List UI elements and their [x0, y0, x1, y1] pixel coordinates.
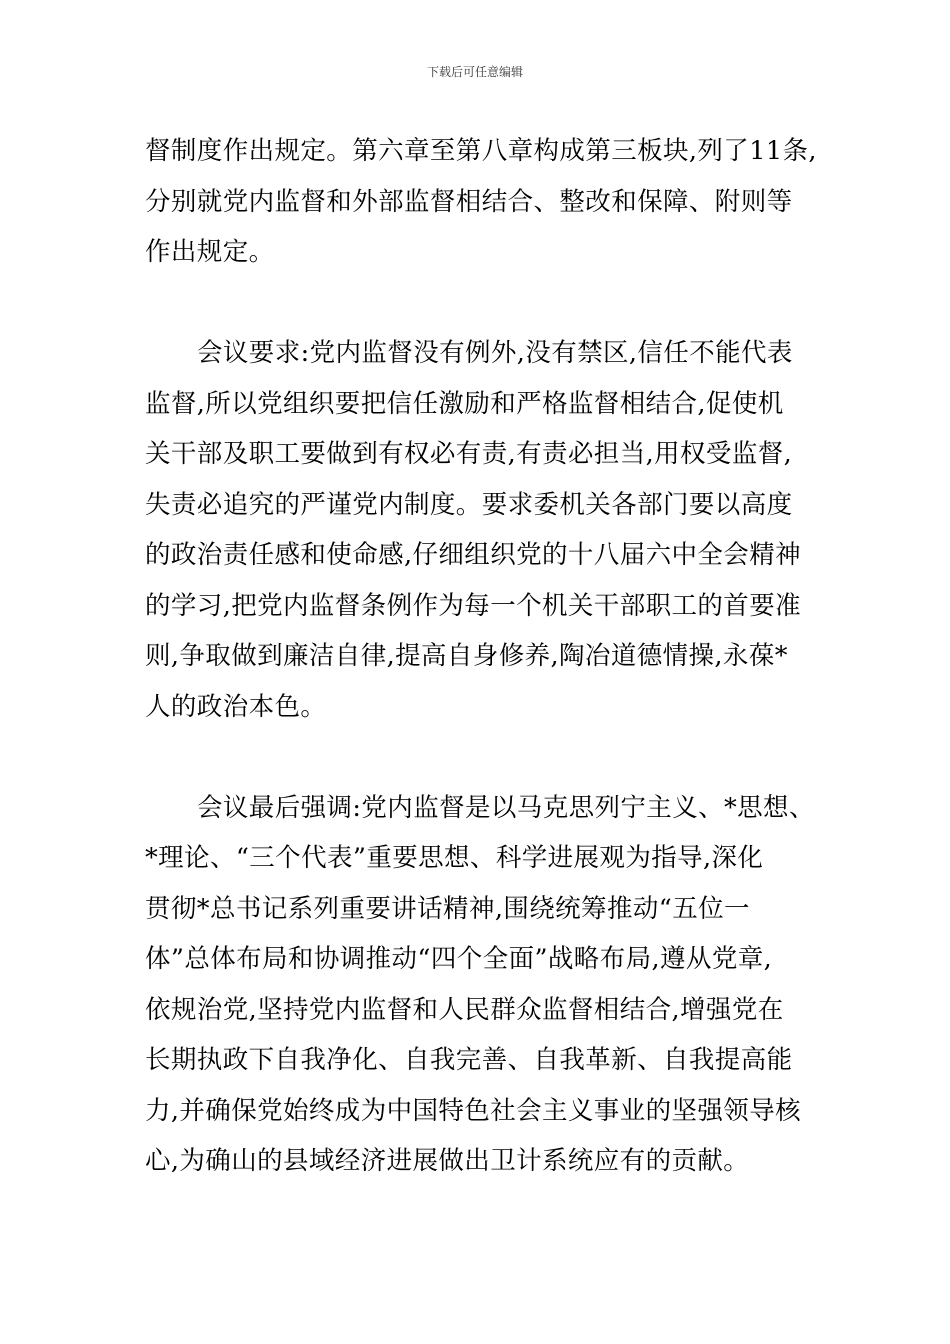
- paragraph-line: 会议要求:党内监督没有例外,没有禁区,信任不能代表: [197, 338, 793, 368]
- paragraph-line: 关干部及职工要做到有权必有责,有责必担当,用权受监督,: [145, 439, 793, 469]
- page-header: 下载后可任意编辑: [426, 65, 523, 79]
- paragraph-line: 监督,所以党组织要把信任激励和严格监督相结合,促使机: [145, 388, 784, 419]
- paragraph-line: 心,为确山的县域经济进展做出卫计系统应有的贡献。: [145, 1146, 750, 1176]
- paragraph-spacer: [145, 732, 810, 783]
- paragraph-line: 作出规定。: [145, 237, 275, 267]
- document-body: [145, 126, 817, 1187]
- paragraph-line: 则,争取做到廉洁自律,提高自身修养,陶冶道德情操,永葆*: [145, 641, 788, 671]
- paragraph-line: 督制度作出规定。第六章至第八章构成第三板块,列了11条,: [145, 136, 817, 166]
- paragraph-line: 会议最后强调:党内监督是以马克思列宁主义、*思想、: [197, 792, 815, 823]
- paragraph-line: 的学习,把党内监督条例作为每一个机关干部职工的首要准: [145, 590, 802, 621]
- paragraph-3: [145, 783, 815, 1187]
- paragraph-line: 长期执政下自我净化、自我完善、自我革新、自我提高能: [145, 1045, 793, 1075]
- paragraph-line: 力,并确保党始终成为中国特色社会主义事业的坚强领导核: [145, 1095, 802, 1126]
- paragraph-line: 失责必追究的严谨党内制度。要求委机关各部门要以高度: [145, 489, 793, 520]
- paragraph-line: *理论、“三个代表”重要思想、科学进展观为指导,深化: [145, 843, 764, 873]
- paragraph-line: 分别就党内监督和外部监督相结合、整改和保障、附则等: [145, 186, 793, 217]
- paragraph-line: 贯彻*总书记系列重要讲话精神,围绕统筹推动“五位一: [145, 893, 750, 924]
- paragraph-line: 人的政治本色。: [145, 691, 327, 722]
- paragraph-line: 体”总体布局和协调推动“四个全面”战略布局,遵从党章,: [145, 944, 773, 974]
- paragraph-1: [145, 126, 817, 278]
- paragraph-line: 的政治责任感和使命感,仔细组织党的十八届六中全会精神: [145, 540, 802, 570]
- paragraph-line: 依规治党,坚持党内监督和人民群众监督相结合,增强党在: [145, 994, 784, 1025]
- paragraph-2: [145, 328, 810, 732]
- paragraph-spacer: [145, 278, 810, 329]
